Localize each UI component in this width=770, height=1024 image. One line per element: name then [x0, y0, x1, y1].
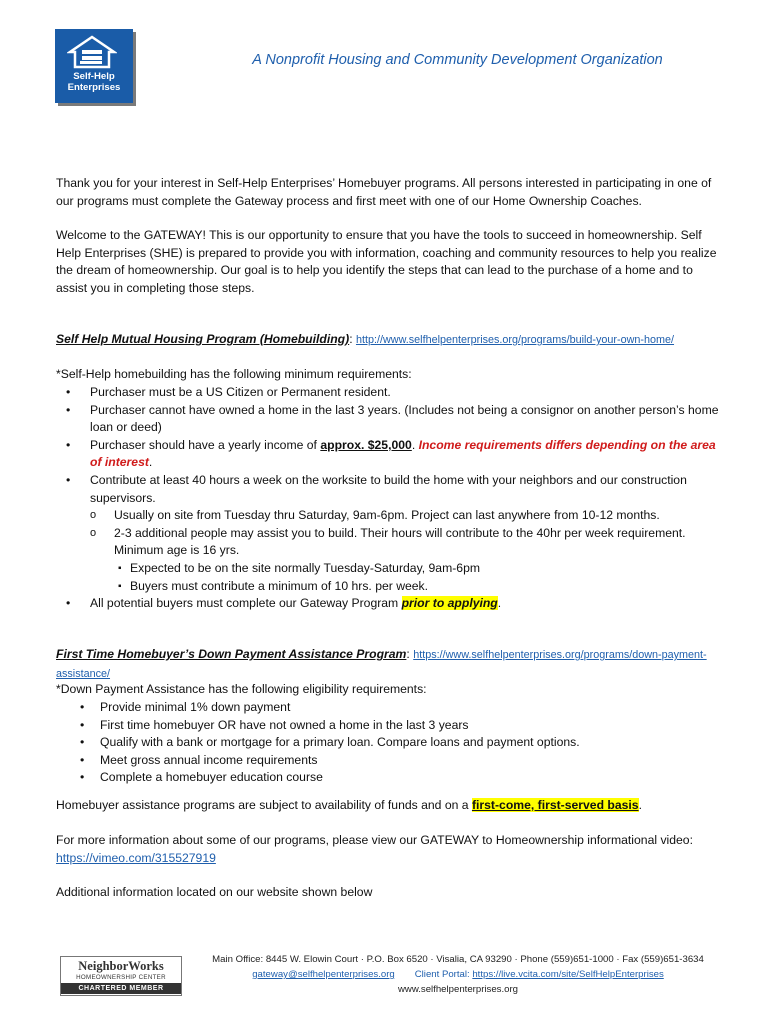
client-portal-label: Client Portal: [414, 969, 473, 980]
logo-line-2: Enterprises [67, 82, 121, 93]
availability-note [56, 797, 720, 815]
more-info-paragraph [56, 832, 720, 867]
footer-contact-line [190, 967, 726, 982]
dpa-heading-line [56, 646, 720, 683]
availability-end: . [638, 798, 642, 812]
mutual-housing-heading-line [56, 331, 720, 350]
footer-email-link[interactable]: gateway@selfhelpenterprises.org [252, 969, 395, 980]
list-item [56, 595, 720, 613]
intro-paragraph-2: Welcome to the GATEWAY! This is our opportunity to ensure that you have the tools to succeed in homeownership. Self Help Enterprises (SHE) is prepared to provide you with information, coaching and community resources to help you realize the dream of homeownership. Our goal is to help you identify the steps that can lead to the purchase of a home and to assist you in completing those steps. [56, 228, 717, 295]
chartered-member-badge: CHARTERED MEMBER [61, 983, 181, 994]
dpa-link[interactable]: https://www.selfhelpenterprises.org/programs/down-payment-assistance/ [56, 649, 707, 680]
mutual-housing-link[interactable]: http://www.selfhelpenterprises.org/programs/build-your-own-home/ [355, 334, 675, 346]
list-item: • First time homebuyer OR have not owned a home in the last 3 years [56, 717, 720, 735]
dpa-heading: First Time Homebuyer’s Down Payment Assistance Program [56, 647, 407, 661]
sub-sub-list-item: ▪ Expected to be on the site normally Tuesday-Saturday, 9am-6pm [56, 560, 720, 578]
dpa-requirements-intro: *Down Payment Assistance has the following eligibility requirements: [56, 682, 427, 696]
tagline: A Nonprofit Housing and Community Development Organization [252, 52, 663, 68]
mutual-requirements-intro: *Self-Help homebuilding has the following minimum requirements: [56, 367, 412, 381]
neighborworks-logo [60, 956, 182, 996]
income-dot: . [411, 437, 419, 452]
vimeo-link[interactable]: https://vimeo.com/315527919 [56, 850, 216, 865]
neighborworks-subtitle: HOMEOWNERSHIP CENTER [76, 974, 166, 981]
income-amount: approx. $25,000 [320, 437, 412, 452]
footer [190, 952, 726, 997]
income-end: . [148, 455, 153, 470]
sub-list-item: o 2-3 additional people may assist you to build. Their hours will contribute to the 40hr per week requirement. Minimum age is 16 yrs. [56, 525, 720, 560]
sub-list-item: o Usually on site from Tuesday thru Saturday, 9am-6pm. Project can last anywhere from 10-12 months. [56, 507, 720, 525]
mutual-requirements-list [56, 384, 720, 613]
income-text: Purchaser should have a yearly income of [90, 437, 321, 452]
dpa-requirements-list [56, 699, 720, 787]
sub-sub-list-item: ▪ Buyers must contribute a minimum of 10 hrs. per week. [56, 578, 720, 596]
list-item: • Qualify with a bank or mortgage for a primary loan. Compare loans and payment options. [56, 734, 720, 752]
list-item: • Purchaser cannot have owned a home in the last 3 years. (Includes not being a consignor on another person’s home loan or deed) [56, 402, 720, 437]
heading-separator: : [406, 647, 414, 661]
intro-paragraph-1: Thank you for your interest in Self-Help Enterprises’ Homebuyer programs. All persons interested in participating in one of our programs must complete the Gateway process and first meet with one of our Home Ownership Coaches. [56, 176, 712, 208]
list-item [56, 437, 720, 472]
client-portal-link[interactable]: https://live.vcita.com/site/SelfHelpEnterprises [472, 969, 664, 980]
list-item: • Meet gross annual income requirements [56, 752, 720, 770]
list-item: • Complete a homebuyer education course [56, 769, 720, 787]
gateway-text: All potential buyers must complete our Gateway Program [90, 596, 402, 611]
income-note: Income requirements differs depending on the area of interest [90, 437, 716, 470]
neighborworks-name: NeighborWorks [78, 959, 164, 973]
footer-address: Main Office: 8445 W. Elowin Court · P.O. Box 6520 · Visalia, CA 93290 · Phone (559)651-1000 · Fax (559)651-3634 [212, 954, 704, 965]
more-info-text: For more information about some of our programs, please view our GATEWAY to Homeownership informational video: [56, 833, 693, 847]
list-item: • Contribute at least 40 hours a week on the worksite to build the home with your neighbors and our construction supervisors. [56, 472, 720, 507]
additional-info-note: Additional information located on our website shown below [56, 885, 373, 899]
logo-line-1: Self-Help [73, 71, 115, 82]
list-item: • Purchaser must be a US Citizen or Permanent resident. [56, 384, 720, 402]
first-come-highlight: first-come, first-served basis [471, 798, 639, 812]
heading-separator: : [349, 332, 356, 346]
mutual-housing-heading: Self Help Mutual Housing Program (Homebuilding) [56, 332, 350, 346]
prior-to-applying-highlight: prior to applying [401, 596, 498, 611]
gateway-end: . [497, 596, 502, 611]
list-item: • Provide minimal 1% down payment [56, 699, 720, 717]
footer-website: www.selfhelpenterprises.org [398, 984, 518, 995]
availability-text: Homebuyer assistance programs are subject to availability of funds and on a [56, 798, 472, 812]
